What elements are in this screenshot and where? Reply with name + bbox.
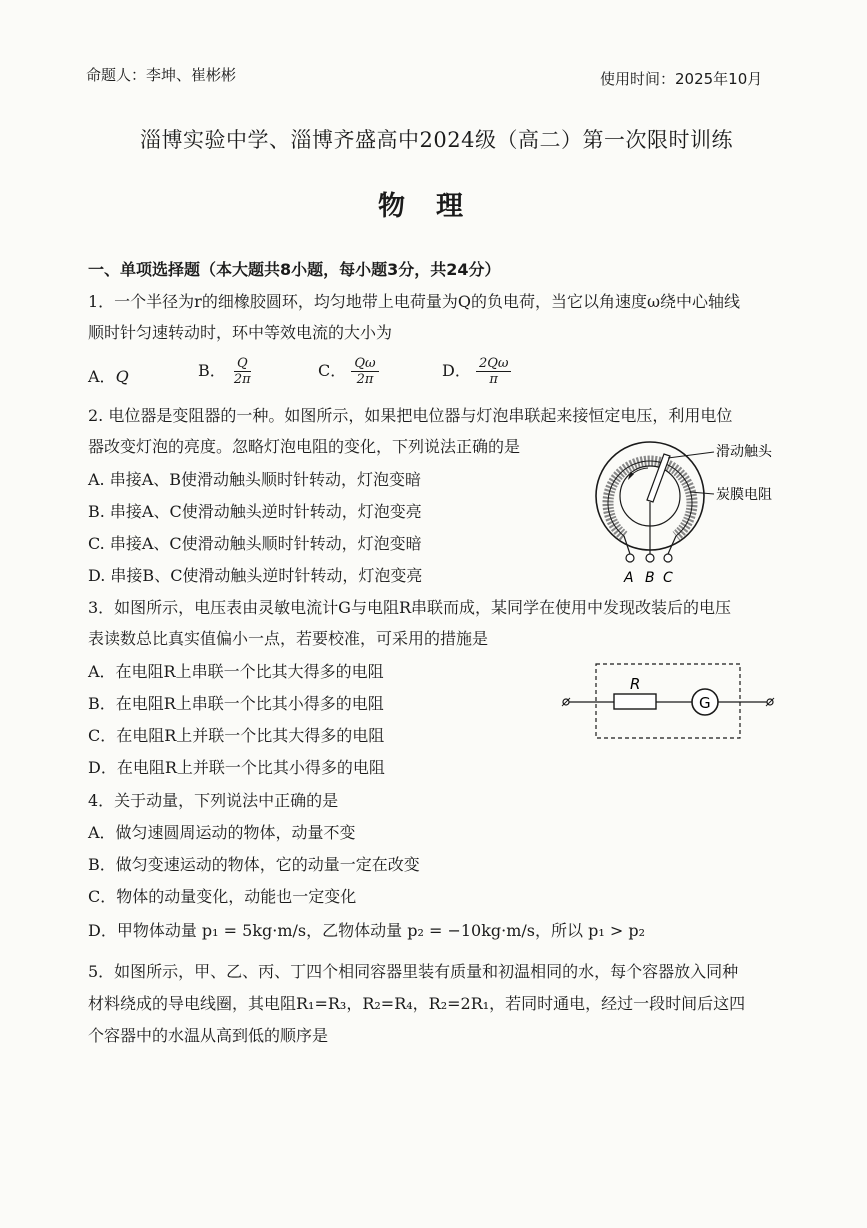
lead-c — [668, 536, 676, 554]
q1-option-b-numerator: Q — [234, 356, 251, 372]
q3-option-d: D．在电阻R上并联一个比其小得多的电阻 — [88, 758, 385, 777]
terminal-a-label: A — [624, 570, 634, 586]
film-leader-line — [690, 492, 714, 494]
q3-stem-line1: 3．如图所示，电压表由灵敏电流计G与电阻R串联而成，某同学在使用中发现改装后的电压 — [88, 598, 732, 617]
q1-option-d-denominator: π — [489, 372, 498, 387]
terminal-c-label: C — [663, 570, 673, 586]
q2-option-a: A. 串接A、B使滑动触头顺时针转动，灯泡变暗 — [88, 470, 422, 489]
q1-option-b-denominator: 2π — [233, 372, 251, 387]
q3-stem-line2: 表读数总比真实值偏小一点，若要校准，可采用的措施是 — [88, 629, 489, 648]
slider-leader-line — [668, 452, 714, 458]
q2-option-b: B. 串接A、C使滑动触头逆时针转动，灯泡变亮 — [88, 502, 422, 521]
q1-option-c-denominator: 2π — [356, 372, 374, 387]
q1-option-c-numerator: Qω — [351, 356, 378, 372]
section-heading: 一、单项选择题（本大题共8小题，每小题3分，共24分） — [88, 260, 501, 279]
slider-label: 滑动触头 — [716, 444, 772, 460]
date-line: 使用时间：2025年10月 — [600, 70, 763, 88]
q1-option-b — [198, 356, 254, 387]
q1-stem-line2: 顺时针匀速转动时，环中等效电流的大小为 — [88, 323, 393, 342]
author-line: 命题人：李坤、崔彬彬 — [86, 66, 237, 84]
film-label: 炭膜电阻 — [716, 487, 772, 503]
q5-stem-line1: 5．如图所示，甲、乙、丙、丁四个相同容器里装有质量和初温相同的水，每个容器放入同种 — [88, 962, 739, 981]
q1-option-c-label: C． — [318, 361, 347, 380]
q4-option-b: B．做匀变速运动的物体，它的动量一定在改变 — [88, 855, 420, 874]
q5-stem-line2: 材料绕成的导电线圈，其电阻R₁=R₃，R₂=R₄，R₂=2R₁，若同时通电，经过一段时间后这四 — [88, 994, 746, 1013]
q2-option-c: C. 串接A、C使滑动触头顺时针转动，灯泡变暗 — [88, 534, 422, 553]
q1-option-d-numerator: 2Qω — [476, 356, 512, 372]
q1-option-d-fraction — [476, 356, 512, 387]
q1-option-b-label: B． — [198, 361, 226, 380]
potentiometer-figure — [590, 430, 790, 590]
q1-option-c-fraction — [351, 356, 378, 387]
exam-title: 淄博实验中学、淄博齐盛高中2024级（高二）第一次限时训练 — [140, 128, 733, 152]
q4-stem: 4．关于动量，下列说法中正确的是 — [88, 791, 339, 810]
terminal-b-label: B — [645, 570, 655, 586]
voltmeter-figure — [556, 660, 786, 744]
subject-title: 物 理 — [378, 191, 465, 222]
q4-option-c: C．物体的动量变化，动能也一定变化 — [88, 887, 357, 906]
q4-option-a: A．做匀速圆周运动的物体，动量不变 — [88, 823, 356, 842]
q3-option-c: C．在电阻R上并联一个比其大得多的电阻 — [88, 726, 385, 745]
q1-option-c — [318, 356, 379, 387]
q2-option-d: D. 串接B、C使滑动触头逆时针转动，灯泡变亮 — [88, 566, 423, 585]
q1-option-b-fraction — [231, 356, 254, 387]
q3-option-b: B．在电阻R上串联一个比其小得多的电阻 — [88, 694, 384, 713]
q1-option-a-label: A． — [88, 367, 116, 386]
q2-stem-line2: 器改变灯泡的亮度。忽略灯泡电阻的变化，下列说法正确的是 — [88, 437, 521, 456]
q1-stem-line1: 1．一个半径为r的细橡胶圆环，均匀地带上电荷量为Q的负电荷，当它以角速度ω绕中心轴线 — [88, 292, 740, 311]
q1-option-a — [88, 366, 129, 388]
q4-option-d: D．甲物体动量 p₁ = 5kg·m/s，乙物体动量 p₂ = −10kg·m/s，所以 p₁ > p₂ — [88, 921, 645, 940]
terminal-b — [646, 554, 654, 562]
q3-option-a: A．在电阻R上串联一个比其大得多的电阻 — [88, 662, 384, 681]
terminal-c — [664, 554, 672, 562]
resistor-label: R — [630, 675, 641, 693]
resistor-r — [614, 694, 656, 709]
q5-stem-line3: 个容器中的水温从高到低的顺序是 — [88, 1026, 329, 1045]
q1-option-d — [442, 356, 511, 387]
q2-stem-line1: 2. 电位器是变阻器的一种。如图所示，如果把电位器与灯泡串联起来接恒定电压，利用电位 — [88, 406, 733, 425]
q1-option-d-label: D． — [442, 361, 471, 380]
galvanometer-label: G — [699, 694, 711, 712]
terminal-a — [626, 554, 634, 562]
q1-option-a-value: Q — [115, 367, 129, 386]
